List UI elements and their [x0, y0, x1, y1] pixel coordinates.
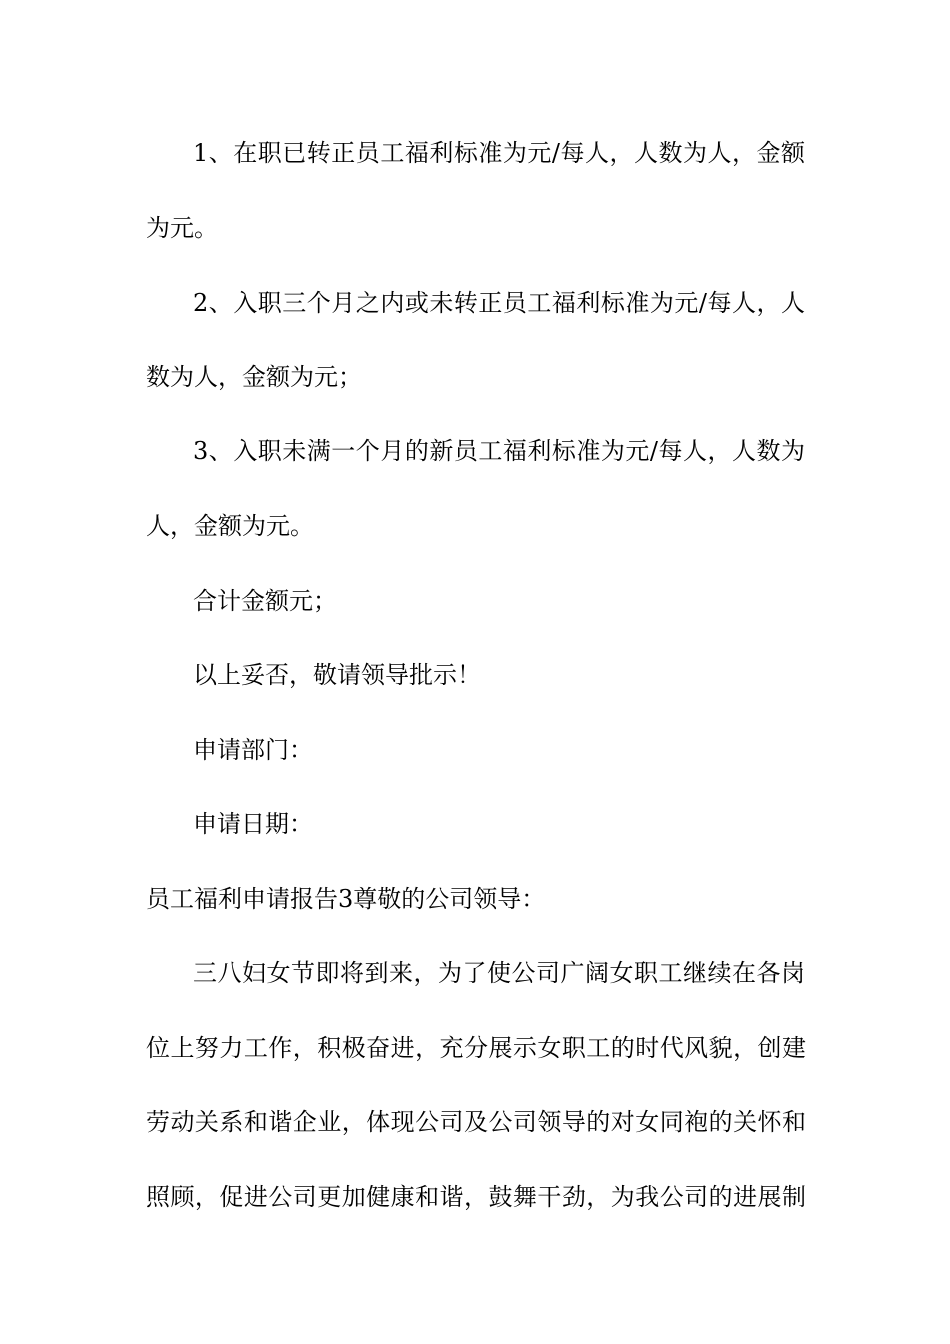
- total-amount-line: 合计金额元；: [193, 587, 337, 615]
- approval-request-line: 以上妥否，敬请领导批示！: [193, 661, 481, 689]
- application-date-line: 申请日期：: [193, 810, 313, 838]
- paragraph-line-3: 2、入职三个月之内或未转正员工福利标准为元/每人，人: [193, 289, 805, 317]
- report-heading-line: 员工福利申请报告3尊敬的公司领导：: [146, 885, 546, 913]
- paragraph-line-4: 数为人，金额为元；: [146, 363, 362, 391]
- applying-department-line: 申请部门：: [193, 736, 313, 764]
- paragraph-line-12: 三八妇女节即将到来，为了使公司广阔女职工继续在各岗: [193, 959, 805, 987]
- paragraph-line-13: 位上努力工作，积极奋进，充分展示女职工的时代风貌，创建: [146, 1034, 806, 1062]
- paragraph-line-6: 人，金额为元。: [146, 512, 314, 540]
- paragraph-line-14: 劳动关系和谐企业，体现公司及公司领导的对女同袍的关怀和: [146, 1108, 806, 1136]
- paragraph-line-15: 照顾，促进公司更加健康和谐，鼓舞干劲，为我公司的进展制: [146, 1183, 806, 1211]
- paragraph-line-1: 1、在职已转正员工福利标准为元/每人，人数为人，金额: [193, 139, 805, 167]
- paragraph-line-2: 为元。: [146, 214, 218, 242]
- paragraph-line-5: 3、入职未满一个月的新员工福利标准为元/每人，人数为: [193, 437, 805, 465]
